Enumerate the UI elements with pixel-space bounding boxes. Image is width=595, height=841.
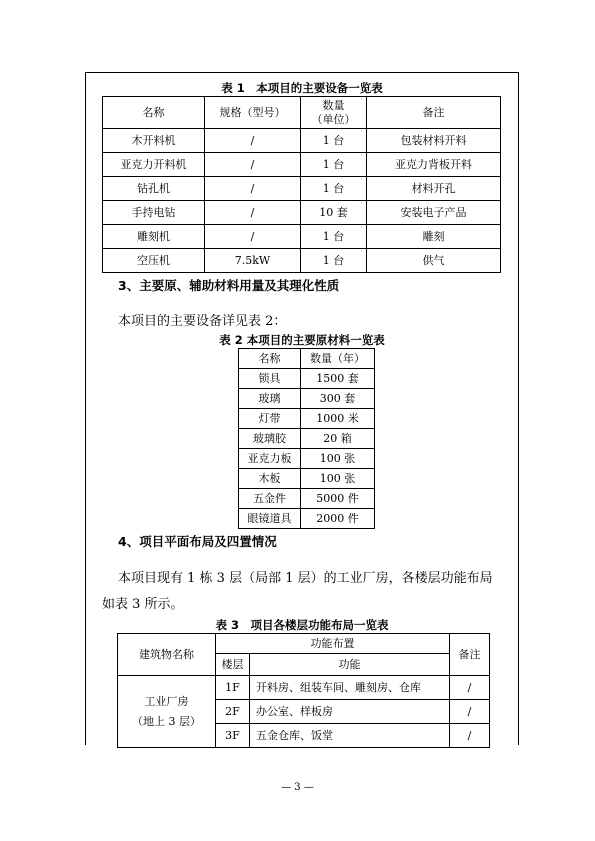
table-row bbox=[239, 469, 375, 489]
table-row bbox=[239, 409, 375, 429]
cell: 木板 bbox=[239, 469, 301, 489]
cell: 100 张 bbox=[301, 469, 375, 489]
table-row bbox=[239, 489, 375, 509]
floor-layout-table bbox=[117, 633, 490, 748]
table-row bbox=[118, 676, 490, 700]
cell: 1 台 bbox=[301, 225, 367, 249]
header-cell: 备注 bbox=[367, 97, 501, 129]
cell: 办公室、样板房 bbox=[250, 700, 450, 724]
cell: 10 套 bbox=[301, 201, 367, 225]
cell: 五金仓库、饭堂 bbox=[250, 724, 450, 748]
header-cell: 规格（型号） bbox=[205, 97, 301, 129]
page-number: — 3 — bbox=[281, 782, 314, 793]
header-cell: 数量（年） bbox=[301, 349, 375, 369]
cell: / bbox=[205, 225, 301, 249]
cell: 100 张 bbox=[301, 449, 375, 469]
cell: / bbox=[205, 177, 301, 201]
cell: / bbox=[205, 201, 301, 225]
header-cell: 名称 bbox=[239, 349, 301, 369]
cell: 5000 件 bbox=[301, 489, 375, 509]
cell: / bbox=[450, 676, 490, 700]
table3-caption: 表 3 项目各楼层功能布局一览表 bbox=[215, 618, 389, 632]
cell: 灯带 bbox=[239, 409, 301, 429]
cell: 开料房、组装车间、雕刻房、仓库 bbox=[250, 676, 450, 700]
section3-text: 本项目的主要设备详见表 2： bbox=[118, 314, 287, 329]
materials-table bbox=[238, 348, 375, 529]
table-header-row bbox=[239, 349, 375, 369]
cell: 五金件 bbox=[239, 489, 301, 509]
cell: 2000 件 bbox=[301, 509, 375, 529]
cell: 20 箱 bbox=[301, 429, 375, 449]
cell: 空压机 bbox=[103, 249, 205, 273]
cell: 供气 bbox=[367, 249, 501, 273]
table2-caption: 表 2 本项目的主要原材料一览表 bbox=[219, 333, 385, 347]
table-row bbox=[239, 389, 375, 409]
cell: 安装电子产品 bbox=[367, 201, 501, 225]
header-function: 功能 bbox=[250, 654, 450, 676]
cell: 锁具 bbox=[239, 369, 301, 389]
cell: 2F bbox=[216, 700, 250, 724]
table-header-row bbox=[118, 634, 490, 654]
cell: 1000 米 bbox=[301, 409, 375, 429]
table1-caption: 表 1 本项目的主要设备一览表 bbox=[221, 81, 383, 95]
header-cell: 数量 （单位） bbox=[301, 97, 367, 129]
table-row bbox=[103, 249, 501, 273]
section4-heading: 4、项目平面布局及四置情况 bbox=[118, 534, 277, 549]
table-row bbox=[239, 449, 375, 469]
cell: 手持电钻 bbox=[103, 201, 205, 225]
cell: 玻璃 bbox=[239, 389, 301, 409]
cell: 1 台 bbox=[301, 177, 367, 201]
cell: 亚克力板 bbox=[239, 449, 301, 469]
cell: 材料开孔 bbox=[367, 177, 501, 201]
header-floor: 楼层 bbox=[216, 654, 250, 676]
table-row bbox=[103, 201, 501, 225]
cell: 300 套 bbox=[301, 389, 375, 409]
section4-line1: 本项目现有 1 栋 3 层（局部 1 层）的工业厂房，各楼层功能布局 bbox=[118, 571, 493, 586]
section4-line2: 如表 3 所示。 bbox=[102, 597, 184, 612]
table-header-row bbox=[103, 97, 501, 129]
cell: 1 台 bbox=[301, 153, 367, 177]
section3-heading: 3、主要原、辅助材料用量及其理化性质 bbox=[118, 278, 340, 293]
cell: / bbox=[205, 153, 301, 177]
building-name: 工业厂房 bbox=[144, 694, 189, 708]
cell: 雕刻 bbox=[367, 225, 501, 249]
cell: 包装材料开料 bbox=[367, 129, 501, 153]
cell: 钻孔机 bbox=[103, 177, 205, 201]
header-layout: 功能布置 bbox=[216, 634, 450, 654]
header-remark: 备注 bbox=[450, 634, 490, 676]
cell: 1F bbox=[216, 676, 250, 700]
header-cell: 名称 bbox=[103, 97, 205, 129]
cell: 木开料机 bbox=[103, 129, 205, 153]
cell: 1500 套 bbox=[301, 369, 375, 389]
header-building: 建筑物名称 bbox=[118, 634, 216, 676]
building-floors: （地上 3 层） bbox=[132, 714, 201, 728]
table-row bbox=[103, 129, 501, 153]
cell: 1 台 bbox=[301, 129, 367, 153]
cell: / bbox=[450, 724, 490, 748]
cell: / bbox=[205, 129, 301, 153]
table-row bbox=[103, 225, 501, 249]
building-cell bbox=[118, 676, 216, 748]
table-row bbox=[239, 369, 375, 389]
table-row bbox=[239, 429, 375, 449]
cell: 3F bbox=[216, 724, 250, 748]
table-row bbox=[103, 177, 501, 201]
cell: 7.5kW bbox=[205, 249, 301, 273]
equipment-table bbox=[102, 96, 501, 273]
cell: 1 台 bbox=[301, 249, 367, 273]
cell: 玻璃胶 bbox=[239, 429, 301, 449]
cell: 亚克力背板开料 bbox=[367, 153, 501, 177]
table-row bbox=[239, 509, 375, 529]
cell: / bbox=[450, 700, 490, 724]
cell: 雕刻机 bbox=[103, 225, 205, 249]
cell: 眼镜道具 bbox=[239, 509, 301, 529]
table-row bbox=[103, 153, 501, 177]
cell: 亚克力开料机 bbox=[103, 153, 205, 177]
